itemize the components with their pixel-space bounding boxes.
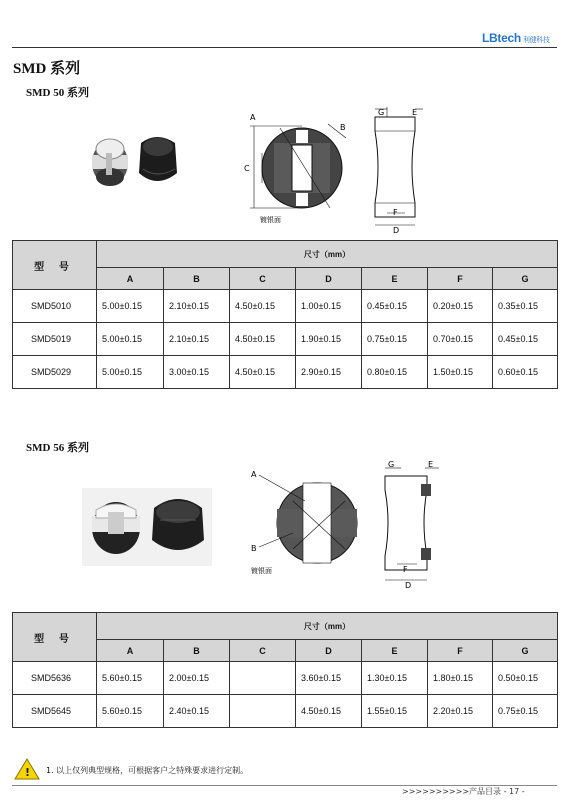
- model-cell: SMD5029: [13, 356, 97, 389]
- value-cell: 1.55±0.15: [362, 695, 428, 728]
- value-cell: 0.35±0.15: [493, 290, 558, 323]
- value-cell: 2.10±0.15: [164, 290, 230, 323]
- smd50-product-photo: [80, 125, 190, 195]
- table-header-model: 型 号: [13, 613, 97, 662]
- value-cell: [230, 662, 296, 695]
- smd50-label-plating: 镀银面: [260, 216, 281, 224]
- smd56-spec-table: [12, 612, 558, 728]
- value-cell: 0.70±0.15: [428, 323, 493, 356]
- value-cell: 5.00±0.15: [97, 356, 164, 389]
- column-header: B: [164, 640, 230, 662]
- column-header: E: [362, 640, 428, 662]
- value-cell: 1.00±0.15: [296, 290, 362, 323]
- value-cell: 2.10±0.15: [164, 323, 230, 356]
- column-header: A: [97, 268, 164, 290]
- page-number: >>>>>>>>>>产品目录 - 17 -: [402, 787, 525, 796]
- column-header: F: [428, 268, 493, 290]
- smd50-label-c: C: [244, 164, 250, 173]
- column-header: G: [493, 268, 558, 290]
- logo-text: LBtech: [482, 31, 521, 45]
- column-header: A: [97, 640, 164, 662]
- smd56-label-g: G: [388, 460, 395, 469]
- value-cell: 4.50±0.15: [230, 323, 296, 356]
- section-title-smd50: SMD 50 系列: [26, 87, 89, 99]
- smd56-side-view-drawing: [375, 460, 455, 590]
- column-header: B: [164, 268, 230, 290]
- value-cell: 5.00±0.15: [97, 323, 164, 356]
- warning-symbol: !: [25, 766, 31, 779]
- table-row: [13, 356, 558, 389]
- table-row: [13, 695, 558, 728]
- logo-cn-text: 利健科技: [522, 37, 550, 44]
- table-row: [13, 662, 558, 695]
- smd50-label-g: G: [378, 108, 385, 117]
- smd50-spec-table: [12, 240, 558, 389]
- value-cell: 0.75±0.15: [493, 695, 558, 728]
- column-header: F: [428, 640, 493, 662]
- value-cell: 1.50±0.15: [428, 356, 493, 389]
- page-title: SMD 系列: [13, 61, 81, 77]
- smd50-label-f: F: [393, 208, 398, 217]
- value-cell: 2.00±0.15: [164, 662, 230, 695]
- value-cell: 3.00±0.15: [164, 356, 230, 389]
- smd56-label-f: F: [403, 565, 408, 574]
- value-cell: 1.80±0.15: [428, 662, 493, 695]
- value-cell: 4.50±0.15: [230, 356, 296, 389]
- value-cell: 0.80±0.15: [362, 356, 428, 389]
- value-cell: 5.60±0.15: [97, 662, 164, 695]
- column-header: C: [230, 640, 296, 662]
- table-header-dimensions: 尺寸（mm）: [97, 241, 558, 268]
- value-cell: 2.20±0.15: [428, 695, 493, 728]
- smd50-label-d: D: [393, 226, 400, 235]
- value-cell: 0.20±0.15: [428, 290, 493, 323]
- section-title-smd56: SMD 56 系列: [26, 442, 89, 454]
- model-cell: SMD5636: [13, 662, 97, 695]
- smd50-label-b: B: [340, 123, 346, 132]
- value-cell: 2.40±0.15: [164, 695, 230, 728]
- value-cell: 0.45±0.15: [493, 323, 558, 356]
- column-header: C: [230, 268, 296, 290]
- smd50-side-view-drawing: [365, 105, 445, 235]
- warning-icon: [14, 757, 40, 781]
- smd56-label-plating: 镀银面: [251, 567, 272, 575]
- smd50-label-e: E: [412, 108, 418, 117]
- column-header: G: [493, 640, 558, 662]
- smd56-label-e: E: [428, 460, 434, 469]
- value-cell: 2.90±0.15: [296, 356, 362, 389]
- value-cell: [230, 695, 296, 728]
- footnote: 1. 以上仅列典型规格，可根据客户之特殊要求进行定制。: [46, 766, 249, 775]
- value-cell: 5.60±0.15: [97, 695, 164, 728]
- value-cell: 3.60±0.15: [296, 662, 362, 695]
- company-logo: [482, 31, 550, 45]
- model-cell: SMD5010: [13, 290, 97, 323]
- smd50-front-view-drawing: [240, 108, 370, 228]
- model-cell: SMD5645: [13, 695, 97, 728]
- value-cell: 0.50±0.15: [493, 662, 558, 695]
- value-cell: 0.75±0.15: [362, 323, 428, 356]
- value-cell: 5.00±0.15: [97, 290, 164, 323]
- header-divider: [12, 47, 557, 48]
- smd50-label-a: A: [250, 113, 256, 122]
- smd56-front-view-drawing: [245, 465, 375, 580]
- value-cell: 4.50±0.15: [296, 695, 362, 728]
- smd56-product-photo: [82, 488, 212, 566]
- smd56-label-d: D: [405, 581, 412, 590]
- value-cell: 4.50±0.15: [230, 290, 296, 323]
- table-header-dimensions: 尺寸（mm）: [97, 613, 558, 640]
- value-cell: 1.90±0.15: [296, 323, 362, 356]
- model-cell: SMD5019: [13, 323, 97, 356]
- column-header: E: [362, 268, 428, 290]
- smd56-label-b: B: [251, 544, 257, 553]
- table-header-model: 型 号: [13, 241, 97, 290]
- value-cell: 0.60±0.15: [493, 356, 558, 389]
- table-row: [13, 323, 558, 356]
- column-header: D: [296, 268, 362, 290]
- table-row: [13, 290, 558, 323]
- smd56-label-a: A: [251, 470, 257, 479]
- value-cell: 0.45±0.15: [362, 290, 428, 323]
- column-header: D: [296, 640, 362, 662]
- value-cell: 1.30±0.15: [362, 662, 428, 695]
